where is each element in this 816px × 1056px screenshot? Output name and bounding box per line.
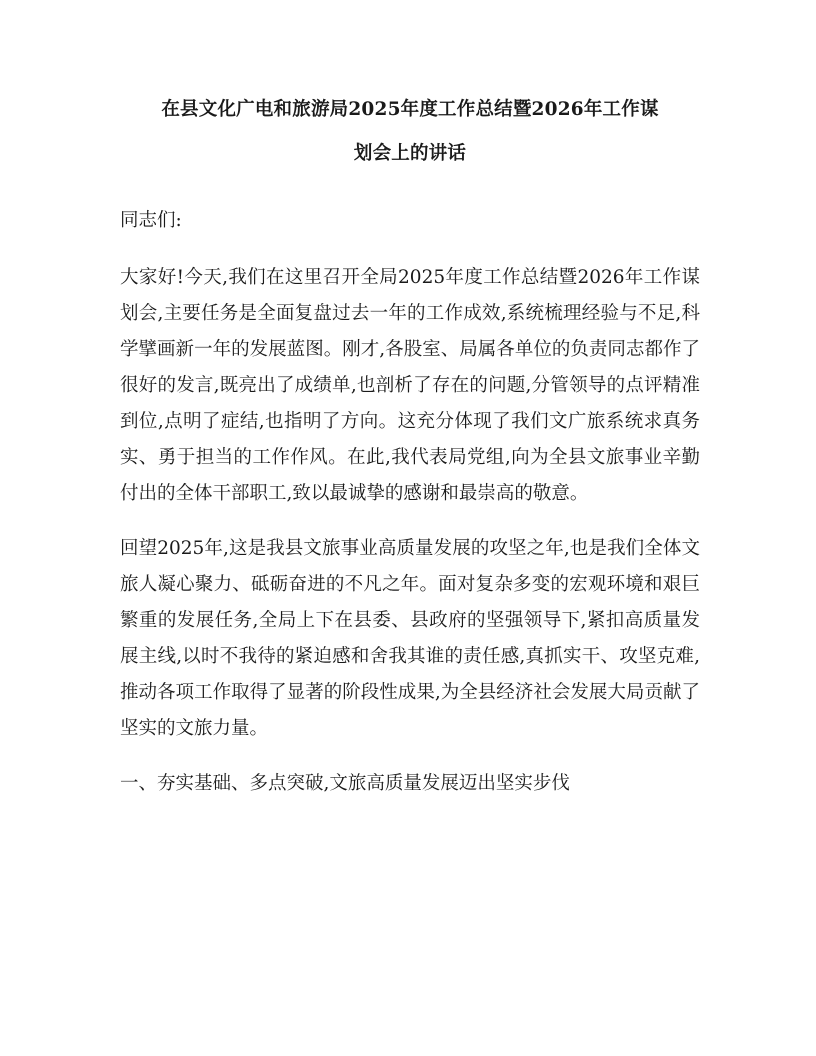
document-page [120,88,700,802]
body-paragraph-opening: 大家好!今天,我们在这里召开全局2025年度工作总结暨2026年工作谋划会,主要任务是全面复盘过去一年的工作成效,系统梳理经验与不足,科学擘画新一年的发展蓝图。刚才,各股室、局属各单位的负责同志都作了很好的发言,既亮出了成绩单,也剖析了存在的问题,分管领导的点评精准到位,点明了症结,也指明了方向。这充分体现了我们文广旅系统求真务实、勇于担当的工作作风。在此,我代表局党组,向为全县文旅事业辛勤付出的全体干部职工,致以最诚挚的感谢和最崇高的敬意。 [120,267,700,504]
document-title-line-1: 在县文化广电和旅游局2025年度工作总结暨2026年工作谋 [161,99,659,120]
document-title [120,88,700,176]
body-paragraph-review: 回望2025年,这是我县文旅事业高质量发展的攻坚之年,也是我们全体文旅人凝心聚力、砥砺奋进的不凡之年。面对复杂多变的宏观环境和艰巨繁重的发展任务,全局上下在县委、县政府的坚强领导下,紧扣高质量发展主线,以时不我待的紧迫感和舍我其谁的责任感,真抓实干、攻坚克难,推动各项工作取得了显著的阶段性成果,为全县经济社会发展大局贡献了坚实的文旅力量。 [120,538,700,739]
document-title-line-2: 划会上的讲话 [353,143,467,164]
salutation: 同志们: [120,210,182,231]
section-heading: 一、夯实基础、多点突破,文旅高质量发展迈出坚实步伐 [120,773,570,794]
